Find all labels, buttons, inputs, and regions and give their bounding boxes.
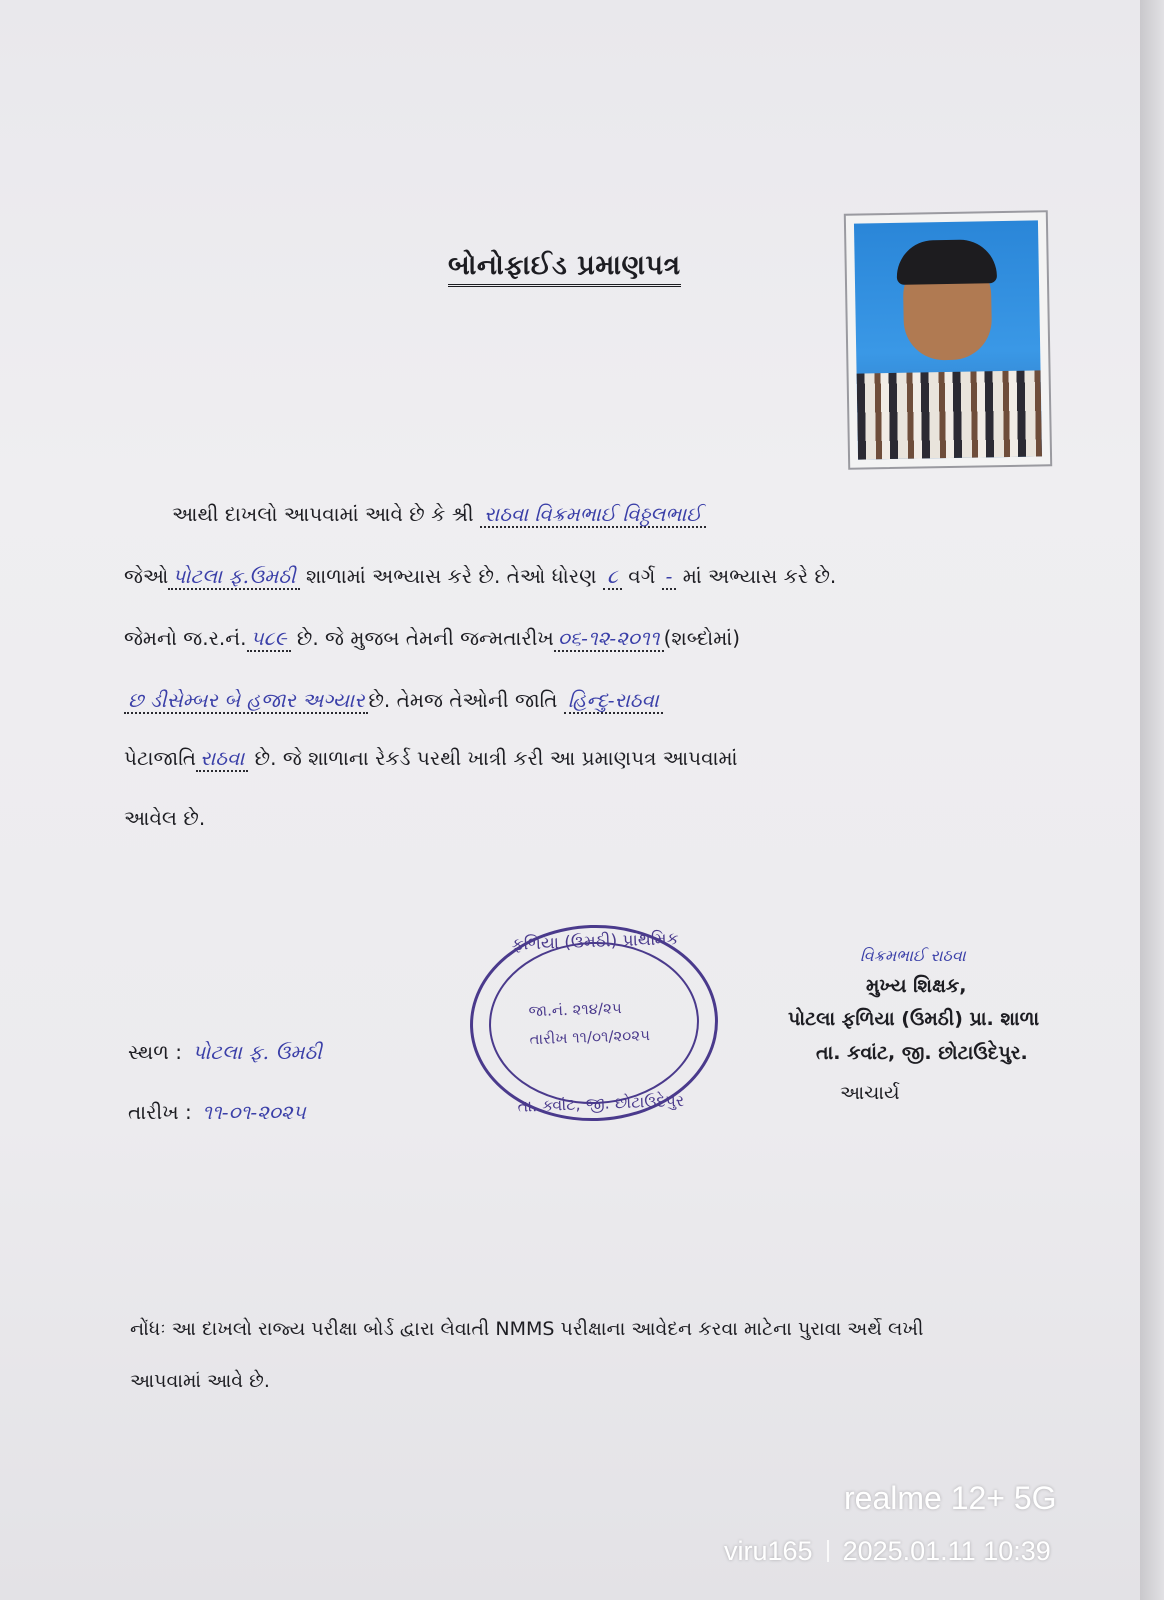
student-photo — [844, 210, 1052, 470]
line4-mid: છે. તેમજ તેઓની જાતિ — [368, 688, 558, 712]
birth-date: ૦૬-૧૨-૨૦૧૧ — [554, 626, 664, 652]
camera-watermark-device: realme 12+ 5G — [844, 1480, 1057, 1516]
body-line-4 — [124, 688, 663, 712]
body-line-3 — [124, 626, 740, 650]
school-name: પોટલા ફ.ઉમઠી — [168, 564, 299, 590]
body-line-6: આવેલ છે. — [124, 806, 206, 830]
date-label: તારીખ : — [128, 1100, 192, 1124]
body-line-2 — [124, 564, 836, 588]
note-line-1: નોંધઃ આ દાખલો રાજ્ય પરીક્ષા બોર્ડ દ્વારા લેવાતી NMMS પરીક્ષાના આવેદન કરવા માટેના પુરાવા અર્થે લખી — [130, 1318, 924, 1340]
birth-date-words: છ ડીસેમ્બર બે હજાર અગ્યાર — [124, 688, 368, 714]
watermark-user: viru165 — [724, 1536, 813, 1566]
stamp-number-label: જા.નં. — [528, 1000, 569, 1021]
stamp-top-text: ફળિયા (ઉમઠી) પ્રાથમિક — [511, 929, 680, 955]
line3-pre: જેમનો જ.ર.નં. — [124, 626, 247, 650]
photo-hair — [896, 239, 997, 285]
signature: વિક્રમભાઈ રાઠવા — [860, 946, 966, 965]
line2-mid: શાળામાં અભ્યાસ કરે છે. તેઓ ધોરણ — [305, 564, 597, 588]
signature-address: તા. કવાંટ, જી. છોટાઉદેપુર. — [816, 1042, 1028, 1064]
caste-value: હિન્દુ-રાઠવા — [564, 688, 663, 714]
signature-school: પોટલા ફળિયા (ઉમઠી) પ્રા. શાળા — [788, 1008, 1040, 1030]
watermark-separator — [827, 1540, 829, 1562]
note-line-2: આપવામાં આવે છે. — [130, 1370, 270, 1392]
watermark-timestamp: 2025.01.11 10:39 — [842, 1536, 1051, 1566]
photo-background — [854, 220, 1042, 459]
line3-post: (શબ્દોમાં) — [663, 626, 741, 650]
line3-mid: છે. જે મુજબ તેમની જન્મતારીખ — [296, 626, 554, 650]
camera-watermark-info — [724, 1536, 1051, 1567]
student-name: રાઠવા વિક્રમભાઈ વિઠ્ઠલભાઈ — [480, 502, 706, 528]
standard-value: ૮ — [603, 564, 622, 590]
certificate-title: બોનોફાઈડ પ્રમાણપત્ર — [448, 250, 681, 287]
stamp-bottom-text: તા. ક્વાંટ, જી. છોટાઉદેપુર — [517, 1090, 685, 1116]
line5-post: છે. જે શાળાના રેકર્ડ પરથી ખાત્રી કરી આ પ્રમાણપત્ર આપવામાં — [254, 746, 738, 770]
subcaste-value: રાઠવા — [196, 746, 248, 772]
date-row — [128, 1100, 310, 1124]
signature-role: મુખ્ય શિક્ષક, — [866, 975, 967, 997]
register-number: ૫૮૯ — [247, 626, 291, 652]
line2-pre: જેઓ — [124, 564, 169, 588]
stamp-inner-ring — [486, 938, 702, 1107]
place-label: સ્થળ : — [128, 1040, 182, 1064]
stamp-number-value: ૨૧૪/૨૫ — [572, 999, 623, 1019]
body-line-1 — [172, 502, 706, 526]
place-value: પોટલા ફ. ઉમઠી — [192, 1040, 322, 1064]
paper-edge-background — [1140, 0, 1164, 1600]
line2-post: માં અભ્યાસ કરે છે. — [682, 564, 837, 588]
signature-designation: આચાર્ય — [840, 1082, 900, 1104]
stamp-date-value: ૧૧/૦૧/૨૦૨૫ — [571, 1026, 651, 1047]
date-value: ૧૧-૦૧-૨૦૨૫ — [202, 1100, 306, 1124]
stamp-date-label: તારીખ — [529, 1028, 568, 1049]
line1-text: આથી દાખલો આપવામાં આવે છે કે શ્રી — [172, 502, 474, 526]
class-value: - — [662, 564, 677, 590]
class-label: વર્ગ — [628, 564, 656, 588]
stamp-number-row — [528, 999, 622, 1020]
line5-pre: પેટાજાતિ — [124, 746, 197, 770]
place-row — [128, 1040, 326, 1064]
body-line-5 — [124, 746, 738, 770]
photo-shirt — [857, 370, 1042, 459]
